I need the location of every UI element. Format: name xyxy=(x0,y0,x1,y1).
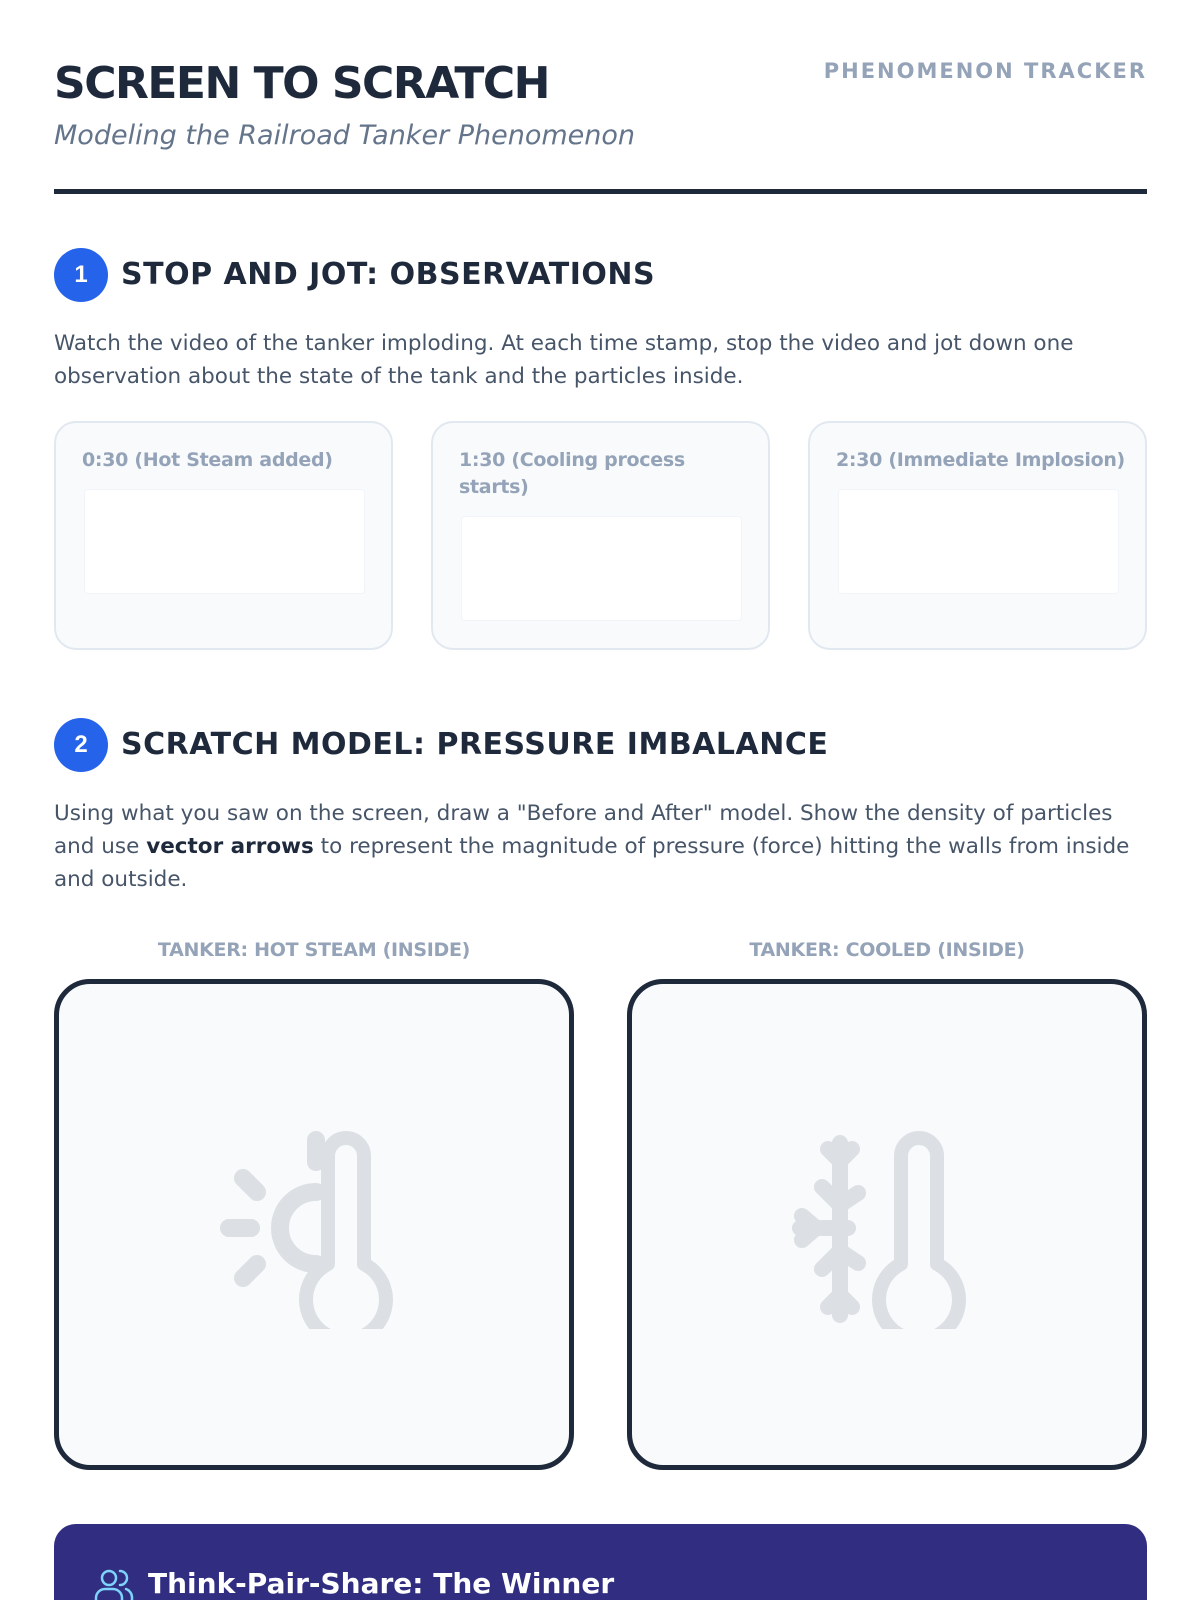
tracker-label: PHENOMENON TRACKER xyxy=(823,59,1147,83)
instructions-emphasis: vector arrows xyxy=(146,834,314,859)
think-pair-share-banner xyxy=(54,1524,1147,1600)
users-icon xyxy=(94,1568,134,1600)
observation-label: 0:30 (Hot Steam added) xyxy=(82,449,333,471)
section-2-heading xyxy=(54,718,1147,772)
section-number-badge: 2 xyxy=(54,718,108,772)
model-label-cooled: TANKER: COOLED (INSIDE) xyxy=(749,939,1025,961)
observation-label: 2:30 (Immediate Implosion) xyxy=(836,449,1125,471)
document-title: SCREEN TO SCRATCH xyxy=(54,58,549,109)
observation-cards xyxy=(54,421,1147,650)
observation-card xyxy=(54,421,393,650)
instructions-text: Using what you saw on the screen, draw a "Before and After" model. Show the density of particles and use xyxy=(54,801,1113,859)
model-label-hot: TANKER: HOT STEAM (INSIDE) xyxy=(157,939,471,961)
drawing-area-cooled[interactable] xyxy=(627,979,1147,1470)
instructions-text: to represent the magnitude of pressure (force) hitting the walls from inside and outside. xyxy=(54,834,1130,892)
observation-label: 1:30 (Cooling process starts) xyxy=(459,449,685,498)
observation-input[interactable] xyxy=(838,489,1119,594)
section-1-instructions: Watch the video of the tanker imploding. At each time stamp, stop the video and jot down one observation about the state of the tank and the particles inside. xyxy=(54,331,1074,389)
observation-card xyxy=(808,421,1147,650)
drawing-area-hot[interactable] xyxy=(54,979,574,1470)
thermometer-snowflake-icon xyxy=(792,1129,992,1329)
section-1-heading xyxy=(54,248,1147,302)
observation-card xyxy=(431,421,770,650)
banner-title: Think-Pair-Share: The Winner xyxy=(148,1567,615,1600)
observation-input[interactable] xyxy=(84,489,365,594)
section-title: SCRATCH MODEL: PRESSURE IMBALANCE xyxy=(121,727,829,762)
header xyxy=(54,56,1147,194)
observation-input[interactable] xyxy=(461,516,742,621)
worksheet-page xyxy=(54,0,1147,1600)
section-title: STOP AND JOT: OBSERVATIONS xyxy=(121,257,656,292)
document-subtitle: Modeling the Railroad Tanker Phenomenon xyxy=(54,120,636,151)
section-number-badge: 1 xyxy=(54,248,108,302)
section-2-instructions xyxy=(54,797,1147,896)
thermometer-sun-icon xyxy=(219,1129,419,1329)
